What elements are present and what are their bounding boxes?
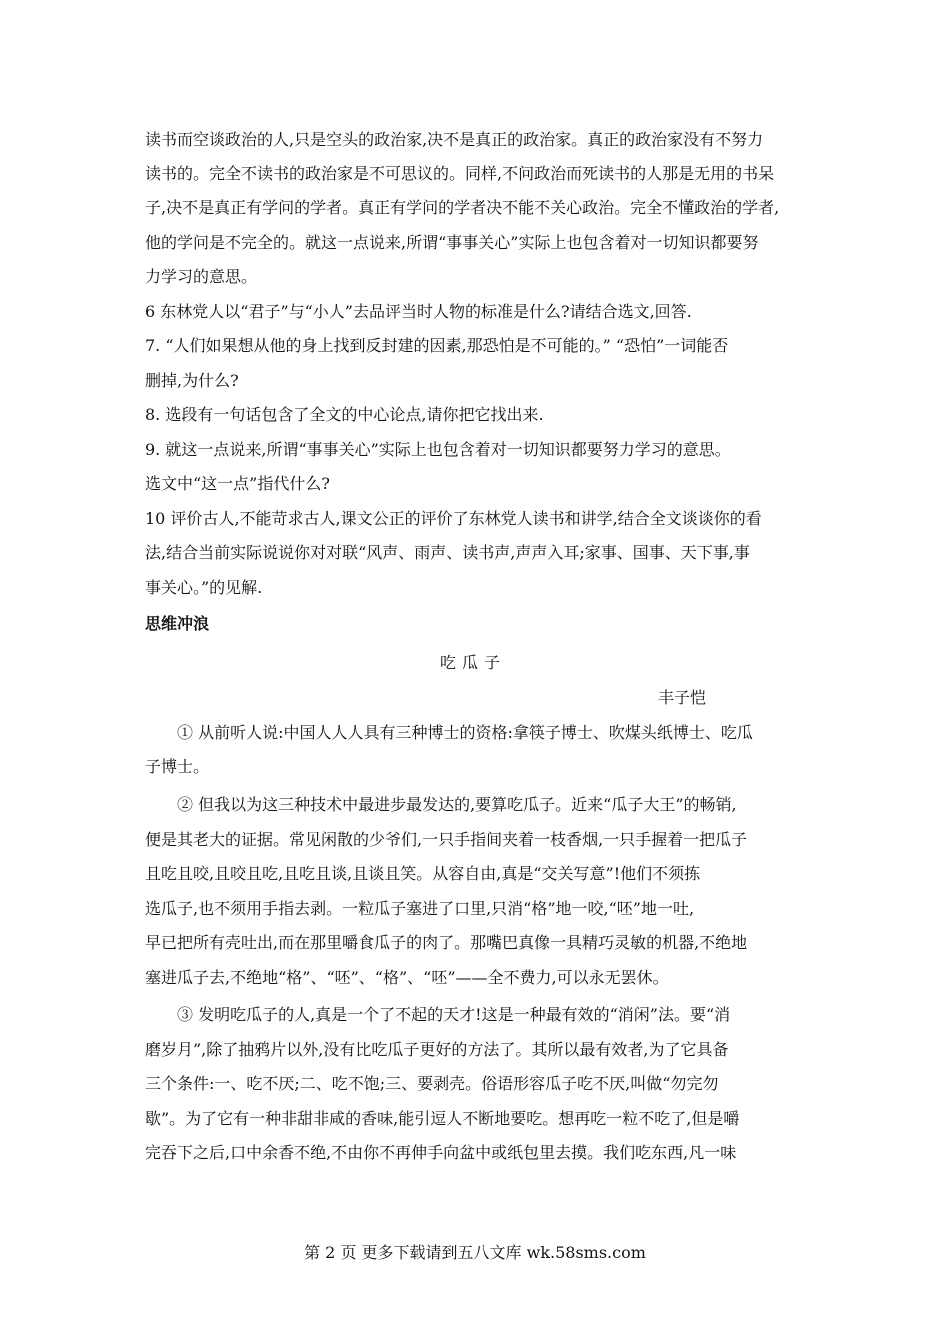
question-10-cont: 法,结合当前实际说说你对对联“风声、雨声、读书声,声声入耳;家事、国事、天下事,事 [145, 543, 750, 562]
question-10: 10 评价古人,不能苛求古人,课文公正的评价了东林党人读书和讲学,结合全文谈谈你的看 [145, 509, 762, 528]
paragraph-line: 塞进瓜子去,不绝地“格”、“呸”、“格”、“呸”——全不费力,可以永无罢休。 [145, 968, 669, 987]
question-7-cont: 删掉,为什么? [145, 371, 239, 390]
paragraph-line: 便是其老大的证据。常见闲散的少爷们,一只手指间夹着一枝香烟,一只手握着一把瓜子 [145, 830, 748, 849]
paragraph-line: 歇”。为了它有一种非甜非咸的香味,能引逗人不断地要吃。想再吃一粒不吃了,但是嚼 [145, 1109, 740, 1128]
paragraph-line: 选瓜子,也不须用手指去剥。一粒瓜子塞进了口里,只消“格”地一咬,“呸”地一吐, [145, 899, 695, 918]
paragraph-line: 完吞下之后,口中余香不绝,不由你不再伸手向盆中或纸包里去摸。我们吃东西,凡一味 [145, 1143, 737, 1162]
essay-title: 吃瓜子 [440, 653, 507, 672]
question-10-cont: 事关心。”的见解. [145, 578, 263, 597]
paragraph-line: 早已把所有壳吐出,而在那里嚼食瓜子的肉了。那嘴巴真像一具精巧灵敏的机器,不绝地 [145, 933, 748, 952]
paragraph-line: 且吃且咬,且咬且吃,且吃且谈,且谈且笑。从容自由,真是“交关写意”!他们不须拣 [145, 864, 701, 883]
question-6: 6 东林党人以“君子”与“小人”去品评当时人物的标准是什么?请结合选文,回答. [145, 302, 692, 321]
paragraph-line: 三个条件:一、吃不厌;二、吃不饱;三、要剥壳。俗语形容瓜子吃不厌,叫做“勿完勿 [145, 1074, 719, 1093]
passage-line: 他的学问是不完全的。就这一点说来,所谓“事事关心”实际上也包含着对一切知识都要努 [145, 233, 759, 252]
paragraph-line: 子博士。 [145, 757, 210, 776]
question-9-cont: 选文中“这一点”指代什么? [145, 474, 330, 493]
paragraph-line: 磨岁月”,除了抽鸦片以外,没有比吃瓜子更好的方法了。其所以最有效者,为了它具备 [145, 1040, 729, 1059]
essay-author: 丰子恺 [658, 688, 707, 707]
question-9: 9. 就这一点说来,所谓“事事关心”实际上也包含着对一切知识都要努力学习的意思。 [145, 440, 731, 459]
passage-line: 力学习的意思。 [145, 267, 258, 286]
section-heading: 思维冲浪 [145, 614, 210, 633]
paragraph-line: ③ 发明吃瓜子的人,真是一个了不起的天才!这是一种最有效的“消闲”法。要“消 [177, 1005, 731, 1024]
question-8: 8. 选段有一句话包含了全文的中心论点,请你把它找出来. [145, 405, 544, 424]
question-7: 7. “人们如果想从他的身上找到反封建的因素,那恐怕是不可能的。” “恐怕”一词能否 [145, 336, 729, 355]
paragraph-line: ① 从前听人说:中国人人人具有三种博士的资格:拿筷子博士、吹煤头纸博士、吃瓜 [177, 723, 753, 742]
passage-line: 读书的。完全不读书的政治家是不可思议的。同样,不问政治而死读书的人那是无用的书呆 [145, 164, 775, 183]
page-footer: 第 2 页 更多下载请到五八文库 wk.58sms.com [304, 1243, 646, 1262]
passage-line: 子,决不是真正有学问的学者。真正有学问的学者决不能不关心政治。完全不懂政治的学者, [145, 198, 780, 217]
paragraph-line: ② 但我以为这三种技术中最进步最发达的,要算吃瓜子。近来“瓜子大王”的畅销, [177, 795, 737, 814]
passage-line: 读书而空谈政治的人,只是空头的政治家,决不是真正的政治家。真正的政治家没有不努力 [145, 130, 764, 149]
